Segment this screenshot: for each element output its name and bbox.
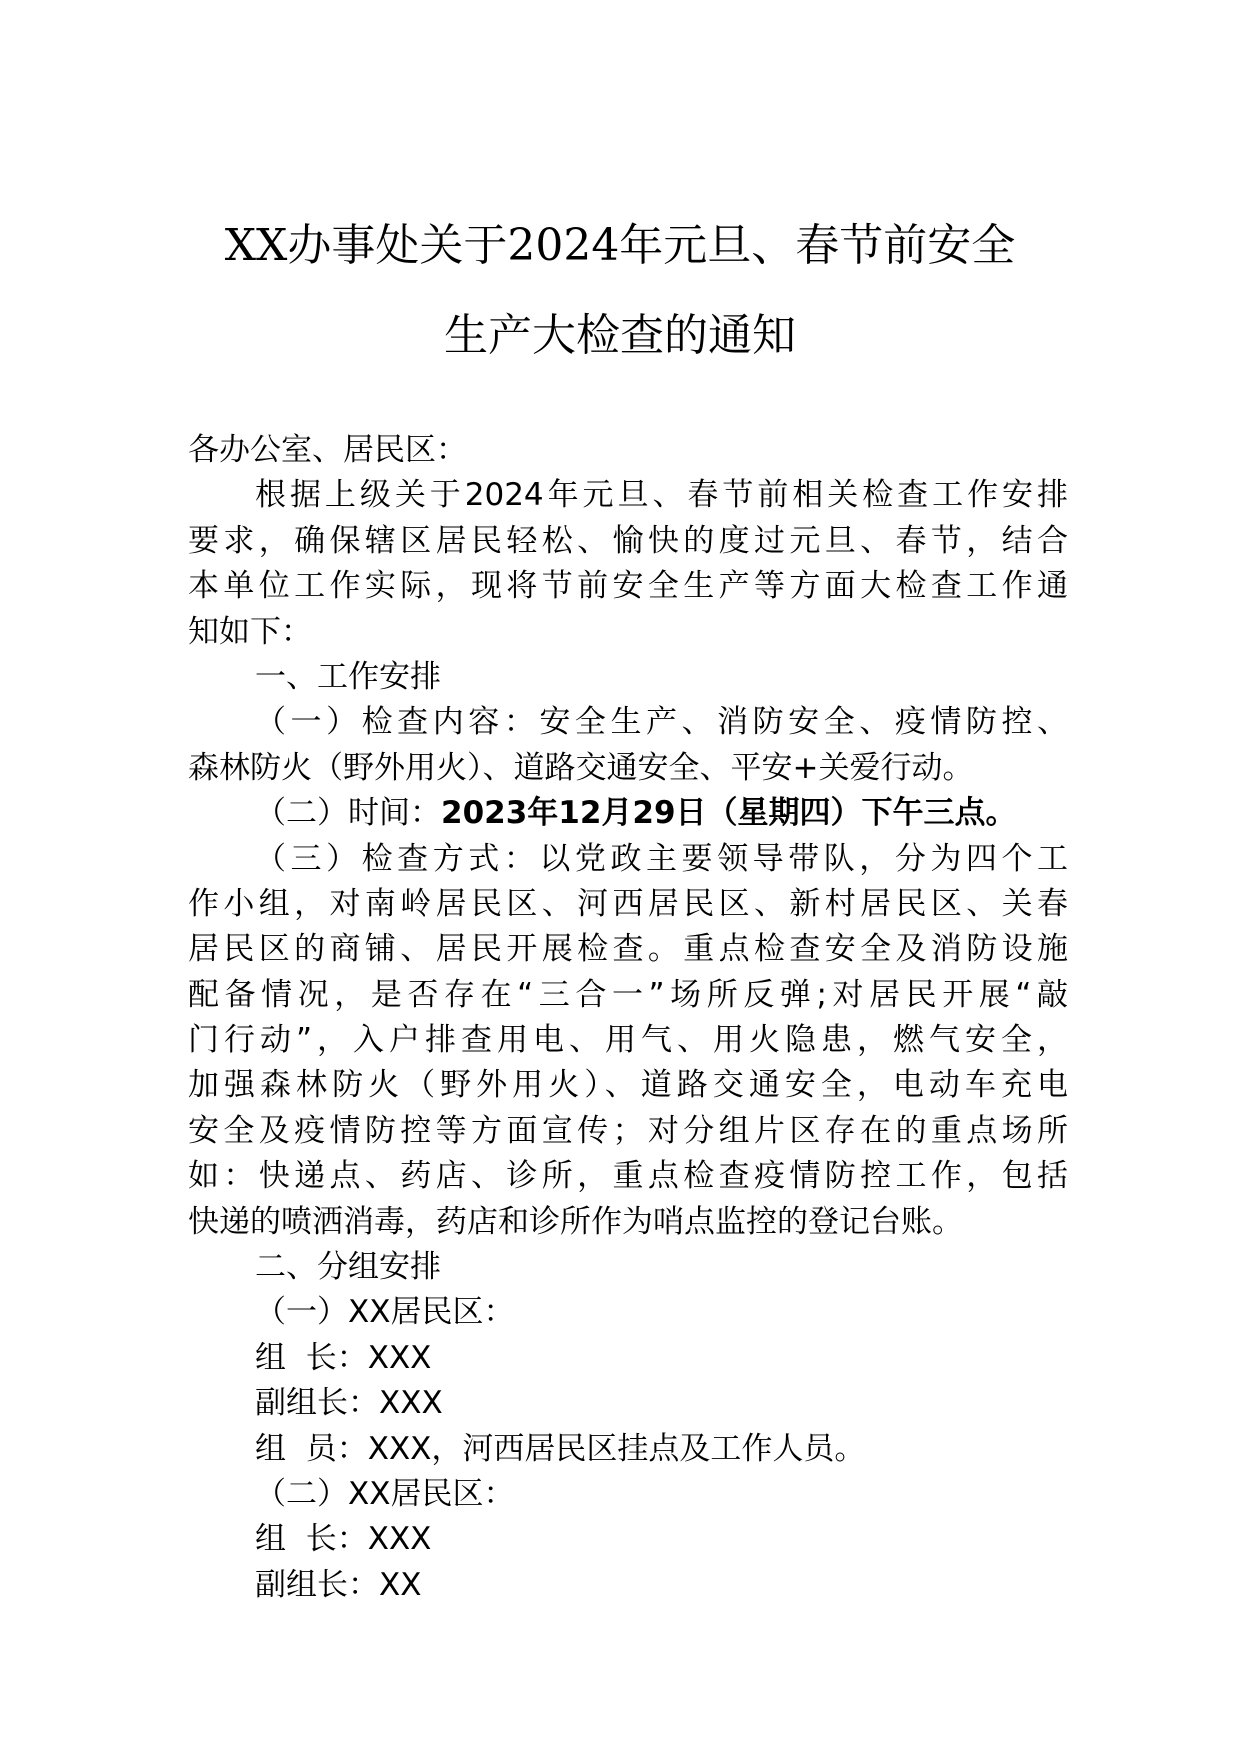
group-2-deputy: 副组长：XX xyxy=(255,1566,422,1603)
item-2-prefix: （二）时间： xyxy=(255,795,441,832)
document-title-line-1: XX办事处关于2024年元旦、春节前安全 xyxy=(224,220,1016,271)
item-1-line: 森林防火（野外用火）、道路交通安全、平安+关爱行动。 xyxy=(188,749,974,786)
item-3-line: 加强森林防火（野外用火）、道路交通安全，电动车充电 xyxy=(188,1067,1068,1104)
item-1-line: （一）检查内容：安全生产、消防安全、疫情防控、 xyxy=(255,704,1068,741)
section-2-heading: 二、分组安排 xyxy=(255,1249,441,1286)
item-3-line: 快递的喷洒消毒，药店和诊所作为哨点监控的登记台账。 xyxy=(188,1203,963,1240)
item-3-line: 安全及疫情防控等方面宣传；对分组片区存在的重点场所 xyxy=(188,1112,1068,1149)
intro-paragraph-line: 知如下： xyxy=(188,613,312,650)
intro-paragraph-line: 根据上级关于2024年元旦、春节前相关检查工作安排 xyxy=(255,477,1068,514)
group-1-leader: 组 长：XXX xyxy=(255,1339,432,1376)
item-3-line: （三）检查方式：以党政主要领导带队，分为四个工 xyxy=(255,840,1068,877)
item-3-line: 如：快递点、药店、诊所，重点检查疫情防控工作，包括 xyxy=(188,1158,1068,1195)
group-1-deputy: 副组长：XXX xyxy=(255,1385,443,1422)
item-2-time-value: 2023年12月29日（星期四）下午三点。 xyxy=(441,795,1017,832)
intro-paragraph-line: 要求，确保辖区居民轻松、愉快的度过元旦、春节，结合 xyxy=(188,522,1068,559)
group-1-heading: （一）XX居民区： xyxy=(255,1294,515,1331)
group-2-heading: （二）XX居民区： xyxy=(255,1475,515,1512)
section-1-heading: 一、工作安排 xyxy=(255,658,441,695)
group-1-members: 组 员：XXX，河西居民区挂点及工作人员。 xyxy=(255,1430,866,1467)
intro-paragraph-line: 本单位工作实际，现将节前安全生产等方面大检查工作通 xyxy=(188,568,1068,605)
item-3-line: 居民区的商铺、居民开展检查。重点检查安全及消防设施 xyxy=(188,931,1068,968)
item-3-line: 门行动”，入户排查用电、用气、用火隐患，燃气安全， xyxy=(188,1022,1068,1059)
salutation: 各办公室、居民区： xyxy=(188,432,467,468)
document-title-line-2: 生产大检查的通知 xyxy=(444,310,796,361)
item-3-line: 作小组，对南岭居民区、河西居民区、新村居民区、关春 xyxy=(188,885,1068,922)
group-2-leader: 组 长：XXX xyxy=(255,1521,432,1558)
item-2-time xyxy=(188,791,1068,836)
document-body xyxy=(188,428,1068,1608)
item-3-line: 配备情况，是否存在“三合一”场所反弹;对居民开展“敲 xyxy=(188,976,1068,1013)
